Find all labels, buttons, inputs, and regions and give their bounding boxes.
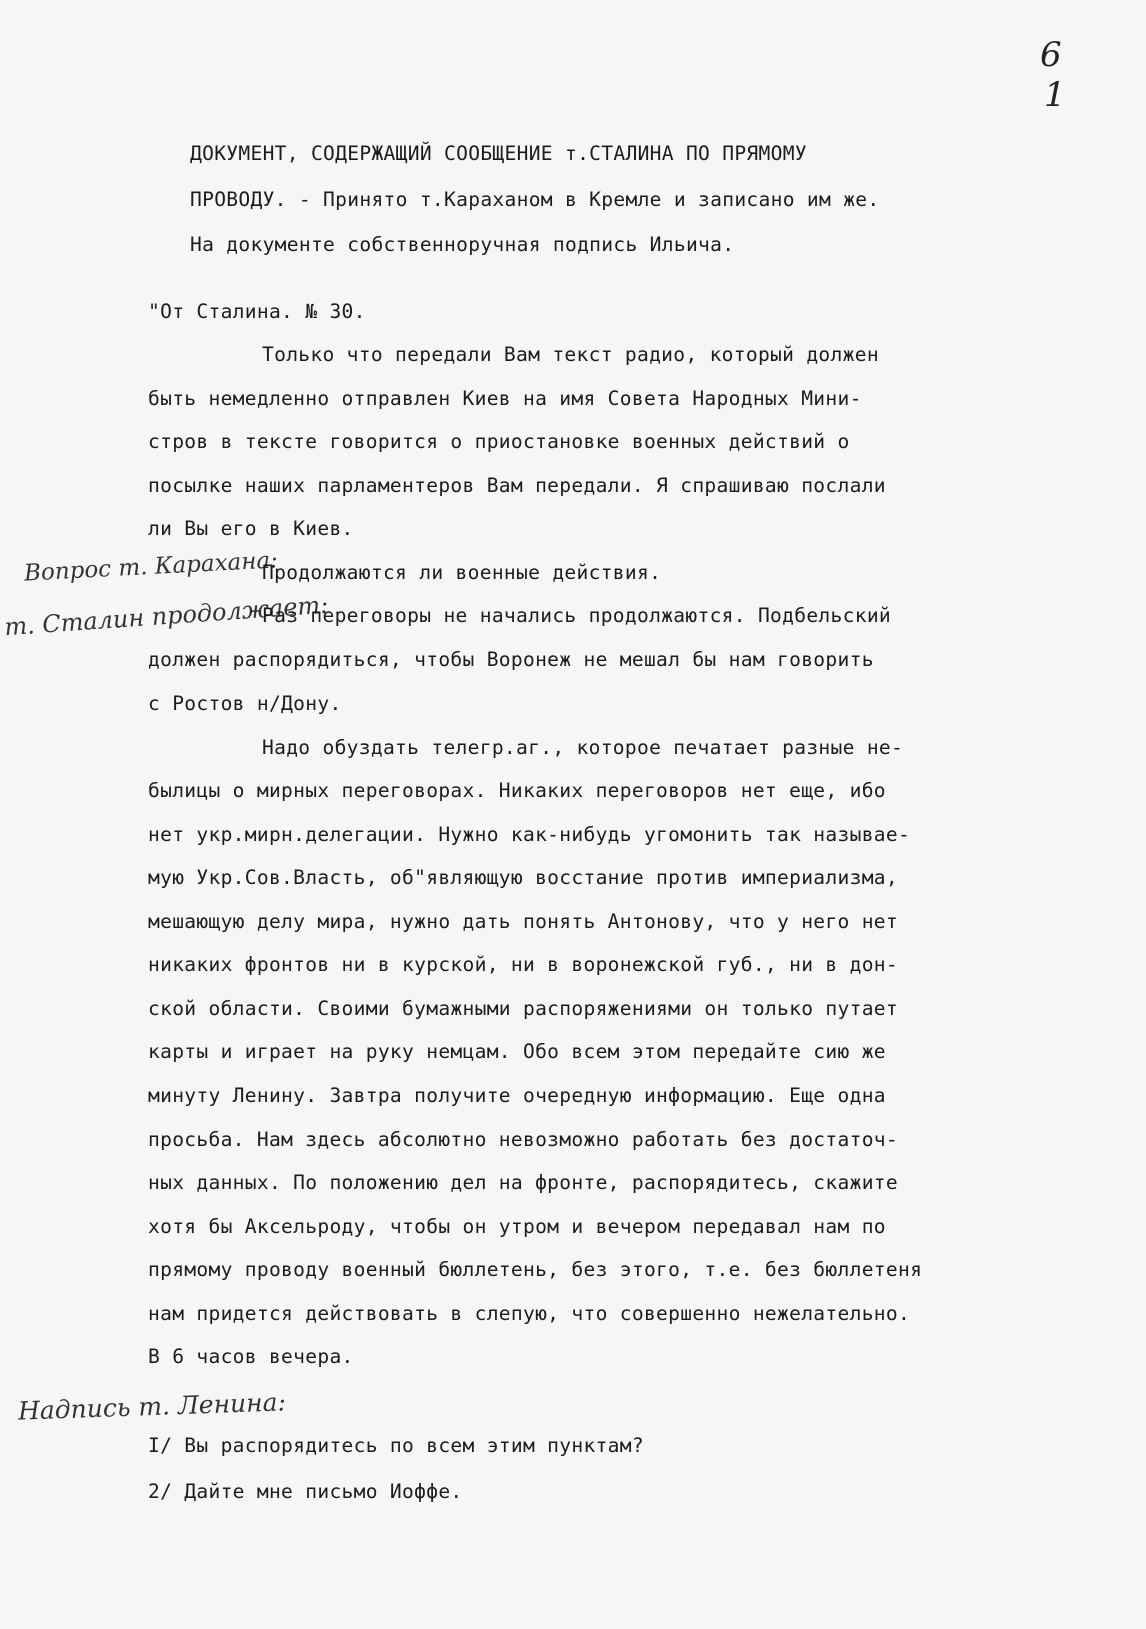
body-line-17: ской области. Своими бумажными распоряжениями он только путает bbox=[148, 997, 898, 1020]
body-line-14: мую Укр.Сов.Власть, об"являющую восстание против империализма, bbox=[148, 866, 898, 889]
body-line-23: прямому проводу военный бюллетень, без этого, т.е. без бюллетеня bbox=[148, 1258, 923, 1281]
body-line-1: "От Сталина. № 30. bbox=[148, 300, 366, 323]
body-line-15: мешающую делу мира, нужно дать понять Антонову, что у него нет bbox=[148, 910, 898, 933]
header-line-3: На документе собственноручная подпись Ильича. bbox=[190, 233, 735, 256]
body-line-10: с Ростов н/Дону. bbox=[148, 692, 342, 715]
body-line-6: ли Вы его в Киев. bbox=[148, 517, 354, 540]
body-line-12: былицы о мирных переговорах. Никаких переговоров нет еще, ибо bbox=[148, 779, 886, 802]
body-line-18: карты и играет на руку немцам. Обо всем этом передайте сию же bbox=[148, 1040, 886, 1063]
body-line-3: быть немедленно отправлен Киев на имя Совета Народных Мини- bbox=[148, 387, 862, 410]
lenin-question-2: 2/ Дайте мне письмо Иоффе. bbox=[148, 1480, 463, 1503]
body-line-9: должен распорядиться, чтобы Воронеж не мешал бы нам говорить bbox=[148, 648, 874, 671]
body-line-4: стров в тексте говорится о приостановке военных действий о bbox=[148, 430, 850, 453]
body-line-2: Только что передали Вам текст радио, который должен bbox=[262, 343, 879, 366]
margin-note-stalin: т. Сталин продолжает: bbox=[3, 590, 330, 642]
page-number-bottom: 1 bbox=[1044, 75, 1066, 115]
body-line-20: просьба. Нам здесь абсолютно невозможно работать без достаточ- bbox=[148, 1128, 898, 1151]
body-line-11: Надо обуздать телегр.аг., которое печатает разные не- bbox=[262, 736, 904, 759]
body-line-21: ных данных. По положению дел на фронте, распорядитесь, скажите bbox=[148, 1171, 898, 1194]
body-line-25: В 6 часов вечера. bbox=[148, 1345, 354, 1368]
body-line-5: посылке наших парламентеров Вам передали. Я спрашиваю послали bbox=[148, 474, 886, 497]
header-line-2: ПРОВОДУ. - Принято т.Караханом в Кремле и записано им же. bbox=[190, 188, 880, 211]
margin-note-karakhan: Вопрос т. Карахана: bbox=[23, 547, 279, 587]
body-line-22: хотя бы Аксельроду, чтобы он утром и вечером передавал нам по bbox=[148, 1215, 886, 1238]
body-line-7: Продолжаются ли военные действия. bbox=[262, 561, 662, 584]
body-line-24: нам придется действовать в слепую, что совершенно нежелательно. bbox=[148, 1302, 911, 1325]
header-line-1: ДОКУМЕНТ, СОДЕРЖАЩИЙ СООБЩЕНИЕ т.СТАЛИНА ПО ПРЯМОМУ bbox=[190, 142, 807, 165]
lenin-question-1: I/ Вы распорядитесь по всем этим пунктам? bbox=[148, 1434, 644, 1457]
body-line-8: Раз переговоры не начались продолжаются. Подбельский bbox=[262, 604, 892, 627]
page-number-top: 6 bbox=[1040, 35, 1062, 75]
margin-note-lenin: Надпись т. Ленина: bbox=[17, 1387, 287, 1426]
body-line-13: нет укр.мирн.делегации. Нужно как-нибудь угомонить так называе- bbox=[148, 823, 911, 846]
body-line-16: никаких фронтов ни в курской, ни в воронежской губ., ни в дон- bbox=[148, 953, 898, 976]
body-line-19: минуту Ленину. Завтра получите очередную информацию. Еще одна bbox=[148, 1084, 886, 1107]
